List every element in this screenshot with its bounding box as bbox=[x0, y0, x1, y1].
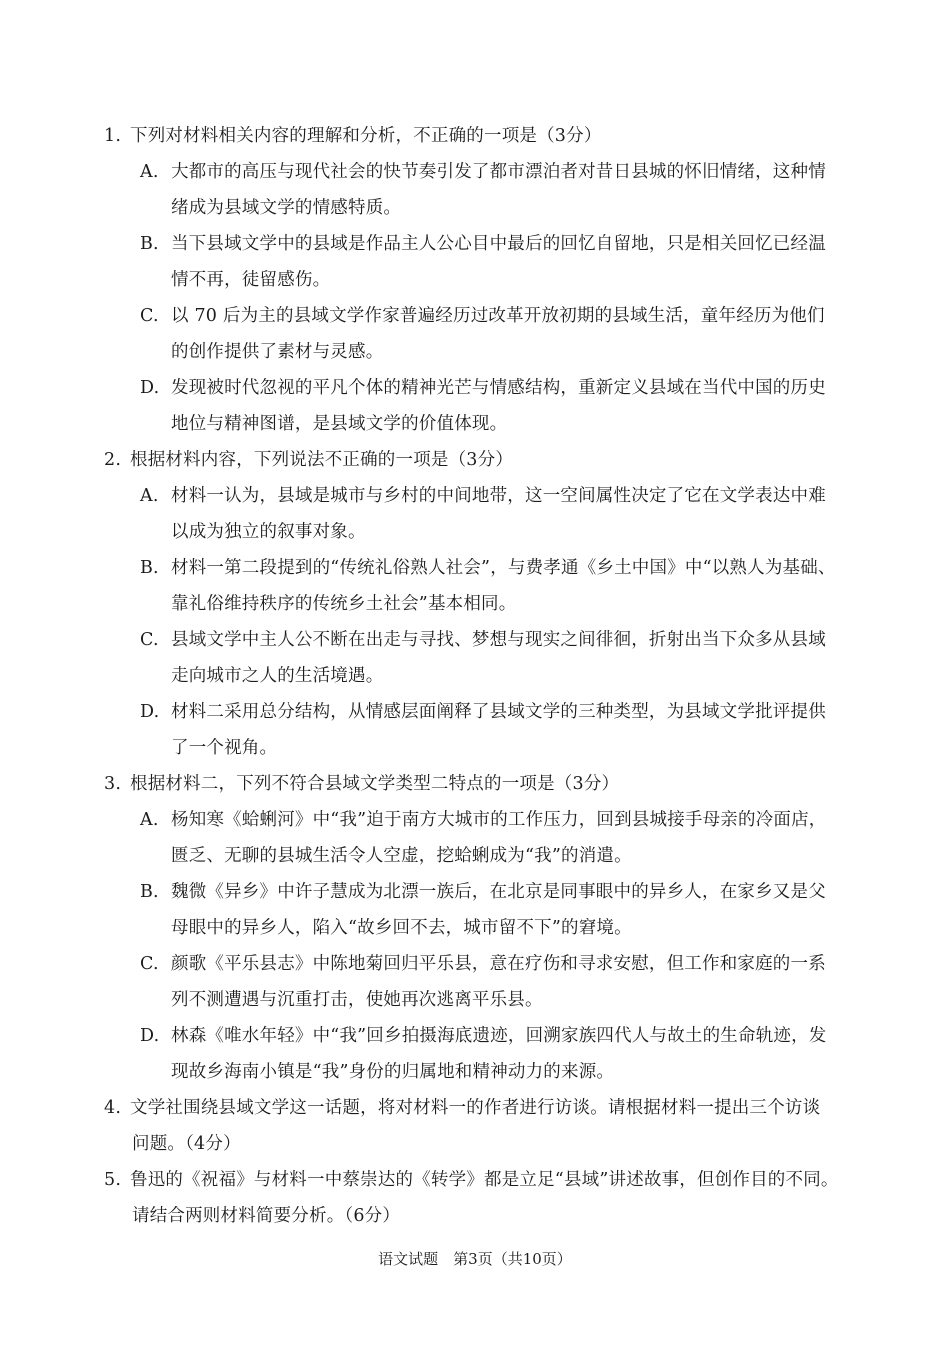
page-footer: 语文试题 第3页（共10页） bbox=[378, 1250, 572, 1268]
option-a bbox=[104, 478, 856, 550]
option-text: 以成为独立的叙事对象。 bbox=[171, 522, 366, 542]
question-text: 下列对材料相关内容的理解和分析，不正确的一项是（3分） bbox=[130, 126, 602, 146]
option-text: 列不测遭遇与沉重打击，使她再次逃离平乐县。 bbox=[171, 990, 543, 1010]
option-text: 靠礼俗维持秩序的传统乡土社会”基本相同。 bbox=[171, 594, 517, 614]
option-text: 杨知寒《蛤蜊河》中“我”迫于南方大城市的工作压力，回到县城接手母亲的冷面店， bbox=[171, 810, 827, 830]
option-line-continuation bbox=[104, 586, 856, 622]
option-text: 材料一第二段提到的“传统礼俗熟人社会”，与费孝通《乡土中国》中“以熟人为基础、 bbox=[171, 558, 836, 578]
option-text: 绪成为县域文学的情感特质。 bbox=[171, 198, 402, 218]
question-number: 1. bbox=[104, 126, 122, 146]
question-number: 5. bbox=[104, 1170, 122, 1190]
option-line bbox=[104, 154, 856, 190]
question-stem-continuation bbox=[104, 1126, 856, 1162]
option-text: 走向城市之人的生活境遇。 bbox=[171, 666, 384, 686]
question-stem bbox=[104, 1162, 856, 1198]
option-letter: B. bbox=[140, 234, 159, 254]
option-line bbox=[104, 802, 856, 838]
question-2 bbox=[104, 442, 856, 766]
option-letter: B. bbox=[140, 558, 159, 578]
option-text: 大都市的高压与现代社会的快节奏引发了都市漂泊者对昔日县城的怀旧情绪，这种情 bbox=[171, 162, 826, 182]
question-text: 根据材料二，下列不符合县域文学类型二特点的一项是（3分） bbox=[130, 774, 620, 794]
option-line bbox=[104, 550, 856, 586]
option-line-continuation bbox=[104, 658, 856, 694]
question-list bbox=[104, 118, 856, 1234]
option-b bbox=[104, 874, 856, 946]
question-text: 文学社围绕县域文学这一话题，将对材料一的作者进行访谈。请根据材料一提出三个访谈 bbox=[130, 1098, 821, 1118]
question-number: 2. bbox=[104, 450, 122, 470]
option-letter: C. bbox=[140, 306, 159, 326]
question-number: 3. bbox=[104, 774, 122, 794]
question-4 bbox=[104, 1090, 856, 1162]
option-text: 材料一认为，县域是城市与乡村的中间地带，这一空间属性决定了它在文学表达中难 bbox=[171, 486, 826, 506]
option-d bbox=[104, 1018, 856, 1090]
question-stem bbox=[104, 118, 856, 154]
option-letter: D. bbox=[140, 702, 160, 722]
option-letter: C. bbox=[140, 954, 159, 974]
option-a bbox=[104, 802, 856, 874]
option-text: 现故乡海南小镇是“我”身份的归属地和精神动力的来源。 bbox=[171, 1062, 615, 1082]
option-line bbox=[104, 370, 856, 406]
option-text: 当下县域文学中的县域是作品主人公心目中最后的回忆自留地，只是相关回忆已经温 bbox=[171, 234, 826, 254]
option-line-continuation bbox=[104, 910, 856, 946]
option-letter: A. bbox=[140, 162, 159, 182]
option-b bbox=[104, 226, 856, 298]
option-line bbox=[104, 946, 856, 982]
option-line-continuation bbox=[104, 982, 856, 1018]
question-stem bbox=[104, 766, 856, 802]
option-c bbox=[104, 298, 856, 370]
option-line-continuation bbox=[104, 262, 856, 298]
option-line-continuation bbox=[104, 334, 856, 370]
option-text: 地位与精神图谱，是县域文学的价值体现。 bbox=[171, 414, 508, 434]
question-stem-continuation bbox=[104, 1198, 856, 1234]
option-line-continuation bbox=[104, 514, 856, 550]
option-c bbox=[104, 946, 856, 1018]
option-text: 母眼中的异乡人，陷入“故乡回不去，城市留不下”的窘境。 bbox=[171, 918, 632, 938]
option-a bbox=[104, 154, 856, 226]
question-number: 4. bbox=[104, 1098, 122, 1118]
option-line bbox=[104, 1018, 856, 1054]
question-stem bbox=[104, 1090, 856, 1126]
option-text: 材料二采用总分结构，从情感层面阐释了县域文学的三种类型，为县域文学批评提供 bbox=[171, 702, 826, 722]
option-letter: B. bbox=[140, 882, 159, 902]
option-line bbox=[104, 874, 856, 910]
option-letter: A. bbox=[140, 486, 159, 506]
option-text: 县域文学中主人公不断在出走与寻找、梦想与现实之间徘徊，折射出当下众多从县域 bbox=[171, 630, 826, 650]
option-text: 发现被时代忽视的平凡个体的精神光芒与情感结构，重新定义县域在当代中国的历史 bbox=[171, 378, 826, 398]
option-line-continuation bbox=[104, 406, 856, 442]
option-line bbox=[104, 694, 856, 730]
option-text: 匮乏、无聊的县城生活令人空虚，挖蛤蜊成为“我”的消遣。 bbox=[171, 846, 632, 866]
option-text: 颜歌《平乐县志》中陈地菊回归平乐县，意在疗伤和寻求安慰，但工作和家庭的一系 bbox=[171, 954, 826, 974]
option-line bbox=[104, 226, 856, 262]
option-letter: D. bbox=[140, 378, 160, 398]
question-1 bbox=[104, 118, 856, 442]
question-stem bbox=[104, 442, 856, 478]
option-line-continuation bbox=[104, 1054, 856, 1090]
option-line bbox=[104, 478, 856, 514]
option-d bbox=[104, 694, 856, 766]
option-d bbox=[104, 370, 856, 442]
question-3 bbox=[104, 766, 856, 1090]
question-text: 问题。（4分） bbox=[132, 1134, 241, 1154]
option-b bbox=[104, 550, 856, 622]
option-line bbox=[104, 298, 856, 334]
option-text: 的创作提供了素材与灵感。 bbox=[171, 342, 384, 362]
option-letter: D. bbox=[140, 1026, 160, 1046]
option-c bbox=[104, 622, 856, 694]
option-text: 了一个视角。 bbox=[171, 738, 278, 758]
question-text: 鲁迅的《祝福》与材料一中蔡崇达的《转学》都是立足“县域”讲述故事，但创作目的不同。 bbox=[130, 1170, 839, 1190]
option-text: 林森《唯水年轻》中“我”回乡拍摄海底遗迹，回溯家族四代人与故土的生命轨迹，发 bbox=[171, 1026, 827, 1046]
option-text: 以 70 后为主的县域文学作家普遍经历过改革开放初期的县域生活，童年经历为他们 bbox=[171, 306, 825, 326]
option-line-continuation bbox=[104, 838, 856, 874]
option-line bbox=[104, 622, 856, 658]
question-text: 根据材料内容，下列说法不正确的一项是（3分） bbox=[130, 450, 514, 470]
option-letter: A. bbox=[140, 810, 159, 830]
option-letter: C. bbox=[140, 630, 159, 650]
question-5 bbox=[104, 1162, 856, 1234]
option-text: 情不再，徒留感伤。 bbox=[171, 270, 331, 290]
question-text: 请结合两则材料简要分析。（6分） bbox=[132, 1206, 401, 1226]
option-text: 魏微《异乡》中许子慧成为北漂一族后，在北京是同事眼中的异乡人，在家乡又是父 bbox=[171, 882, 826, 902]
option-line-continuation bbox=[104, 730, 856, 766]
option-line-continuation bbox=[104, 190, 856, 226]
